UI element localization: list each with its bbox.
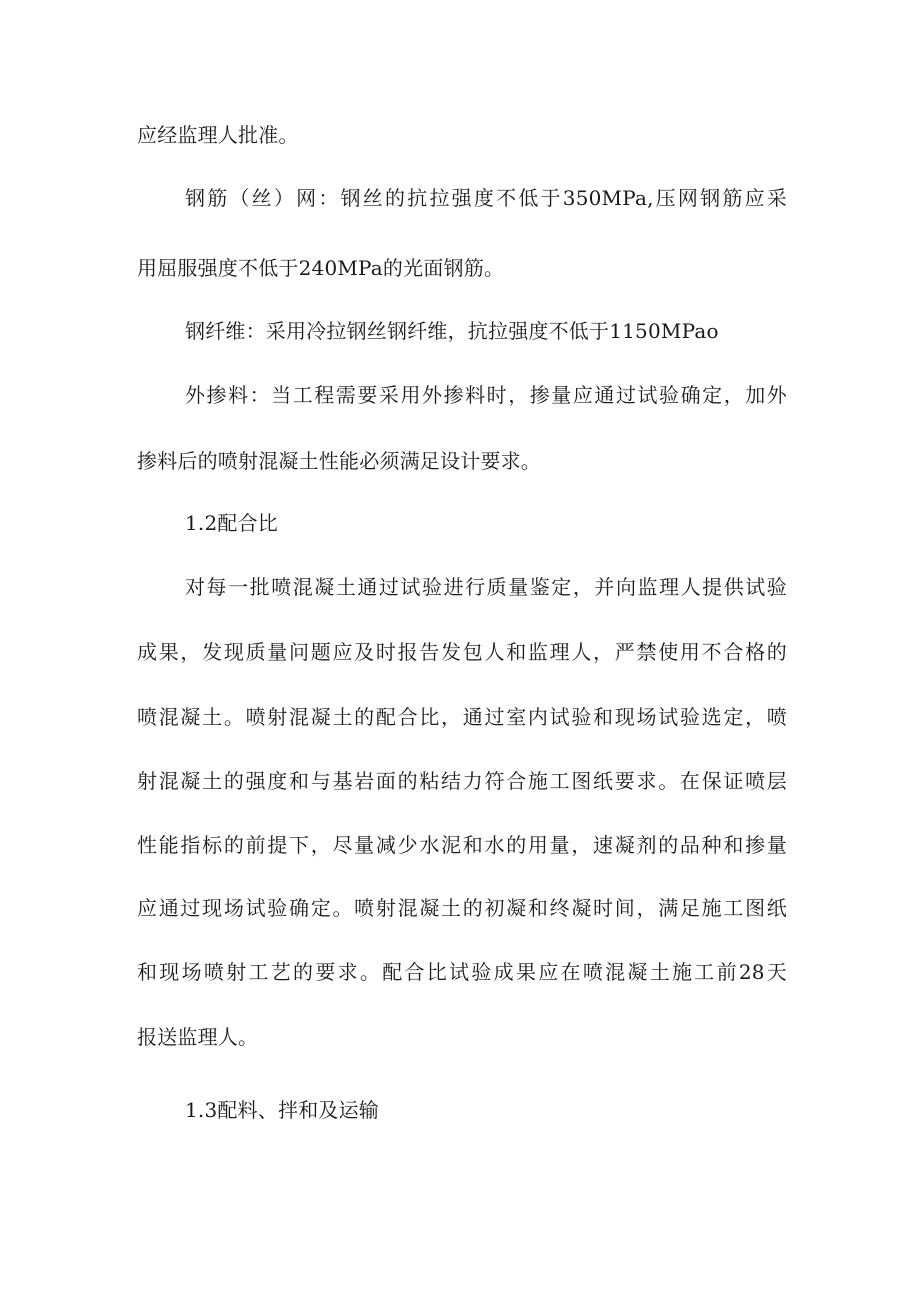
paragraph-line: 应经监理人批准。 [137, 123, 299, 147]
paragraph-line: 喷混凝土。喷射混凝土的配合比，通过室内试验和现场试验选定，喷 [137, 705, 787, 729]
paragraph-line: 掺料后的喷射混凝土性能必须满足设计要求。 [137, 449, 541, 473]
paragraph-line: 性能指标的前提下，尽量减少水泥和水的用量，速凝剂的品种和掺量 [137, 833, 787, 857]
section-heading: 1.3配料、拌和及运输 [185, 1098, 380, 1122]
paragraph-line: 和现场喷射工艺的要求。配合比试验成果应在喷混凝土施工前28天 [137, 960, 787, 984]
section-heading: 1.2配合比 [185, 511, 279, 535]
paragraph-line: 钢纤维：采用冷拉钢丝钢纤维，抗拉强度不低于1150MPao [185, 319, 719, 343]
paragraph-line: 成果，发现质量问题应及时报告发包人和监理人，严禁使用不合格的 [137, 640, 787, 664]
paragraph-line: 钢筋（丝）网：钢丝的抗拉强度不低于350MPa,压网钢筋应采 [185, 186, 787, 210]
paragraph-line: 对每一批喷混凝土通过试验进行质量鉴定，并向监理人提供试验 [185, 575, 787, 599]
paragraph-line: 外掺料：当工程需要采用外掺料时，掺量应通过试验确定，加外 [185, 383, 787, 407]
paragraph-line: 射混凝土的强度和与基岩面的粘结力符合施工图纸要求。在保证喷层 [137, 769, 787, 793]
paragraph-line: 用屈服强度不低于240MPa的光面钢筋。 [137, 256, 505, 280]
paragraph-line: 报送监理人。 [137, 1025, 259, 1049]
paragraph-line: 应通过现场试验确定。喷射混凝土的初凝和终凝时间，满足施工图纸 [137, 896, 787, 920]
